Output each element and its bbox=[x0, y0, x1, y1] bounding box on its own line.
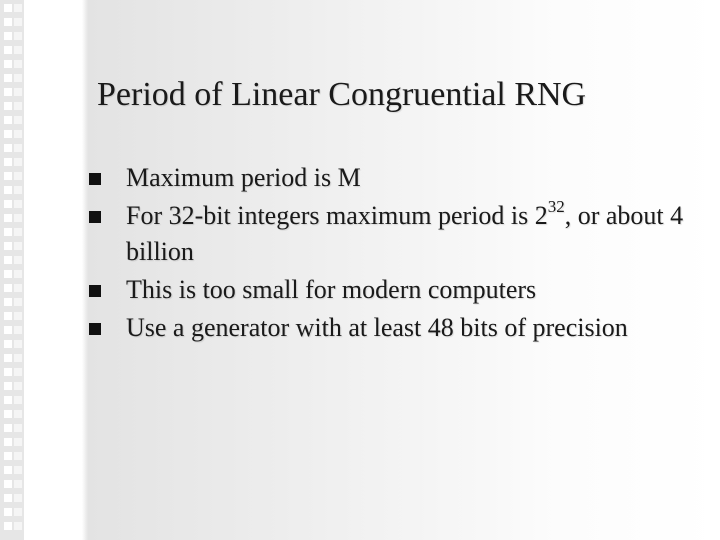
decorative-square bbox=[4, 172, 12, 180]
decorative-square bbox=[14, 410, 22, 418]
decorative-square bbox=[4, 88, 12, 96]
square-bullet-icon bbox=[89, 323, 101, 335]
decorative-square bbox=[4, 382, 12, 390]
decorative-square bbox=[14, 466, 22, 474]
decorative-square bbox=[14, 522, 22, 530]
decorative-square bbox=[14, 508, 22, 516]
decorative-square bbox=[14, 102, 22, 110]
decorative-square bbox=[14, 214, 22, 222]
bullet-item bbox=[86, 310, 686, 346]
decorative-square bbox=[14, 312, 22, 320]
decorative-square bbox=[14, 74, 22, 82]
decorative-square bbox=[14, 382, 22, 390]
decorative-square bbox=[14, 256, 22, 264]
decorative-square bbox=[14, 172, 22, 180]
decorative-square bbox=[4, 18, 12, 26]
decorative-square bbox=[14, 200, 22, 208]
decorative-square bbox=[4, 522, 12, 530]
decorative-square bbox=[4, 368, 12, 376]
decorative-square bbox=[4, 424, 12, 432]
decorative-square bbox=[4, 144, 12, 152]
bullet-item bbox=[86, 272, 686, 308]
decorative-square bbox=[14, 18, 22, 26]
decorative-square bbox=[14, 32, 22, 40]
bullet-text: For 32-bit integers maximum period is 2 bbox=[126, 201, 548, 230]
decorative-square bbox=[14, 144, 22, 152]
decorative-square bbox=[4, 102, 12, 110]
decorative-square bbox=[14, 284, 22, 292]
decorative-square bbox=[14, 354, 22, 362]
decorative-square bbox=[4, 74, 12, 82]
bullet-text-continued: , or about 4 billion bbox=[126, 201, 684, 266]
decorative-edge-strip bbox=[0, 0, 24, 540]
decorative-square bbox=[14, 438, 22, 446]
decorative-square bbox=[4, 508, 12, 516]
decorative-square bbox=[4, 60, 12, 68]
decorative-square bbox=[4, 186, 12, 194]
decorative-square bbox=[14, 452, 22, 460]
decorative-square bbox=[4, 396, 12, 404]
decorative-square bbox=[14, 340, 22, 348]
decorative-square bbox=[4, 32, 12, 40]
decorative-square bbox=[14, 228, 22, 236]
bullet-item bbox=[86, 160, 686, 196]
decorative-square bbox=[4, 340, 12, 348]
decorative-square bbox=[4, 228, 12, 236]
decorative-square bbox=[14, 242, 22, 250]
decorative-square bbox=[4, 4, 12, 12]
decorative-square bbox=[4, 466, 12, 474]
bullet-text: Maximum period is M bbox=[126, 163, 361, 192]
decorative-square bbox=[4, 452, 12, 460]
bullet-list bbox=[86, 160, 686, 348]
decorative-square bbox=[14, 186, 22, 194]
decorative-square bbox=[4, 46, 12, 54]
bullet-superscript: 32 bbox=[547, 197, 565, 217]
decorative-square bbox=[14, 298, 22, 306]
decorative-square bbox=[4, 214, 12, 222]
decorative-square bbox=[14, 368, 22, 376]
decorative-square bbox=[4, 480, 12, 488]
decorative-square bbox=[4, 354, 12, 362]
slide-title: Period of Linear Congruential RNG bbox=[97, 76, 587, 113]
decorative-square bbox=[4, 494, 12, 502]
decorative-square bbox=[4, 256, 12, 264]
decorative-square bbox=[4, 438, 12, 446]
decorative-square bbox=[14, 326, 22, 334]
decorative-square bbox=[14, 158, 22, 166]
decorative-square bbox=[4, 116, 12, 124]
decorative-square bbox=[14, 270, 22, 278]
decorative-square bbox=[14, 130, 22, 138]
decorative-square bbox=[14, 424, 22, 432]
decorative-square bbox=[4, 298, 12, 306]
decorative-square bbox=[4, 242, 12, 250]
square-bullet-icon bbox=[89, 173, 101, 185]
decorative-square bbox=[4, 158, 12, 166]
decorative-square bbox=[14, 60, 22, 68]
decorative-square bbox=[4, 326, 12, 334]
decorative-square bbox=[4, 130, 12, 138]
decorative-square bbox=[4, 410, 12, 418]
decorative-square bbox=[14, 116, 22, 124]
bullet-item bbox=[86, 198, 686, 270]
square-bullet-icon bbox=[89, 285, 101, 297]
bullet-text: This is too small for modern computers bbox=[126, 275, 537, 304]
decorative-square bbox=[14, 4, 22, 12]
decorative-square bbox=[4, 284, 12, 292]
square-bullet-icon bbox=[89, 211, 101, 223]
decorative-square bbox=[4, 270, 12, 278]
decorative-square bbox=[14, 88, 22, 96]
decorative-square bbox=[14, 396, 22, 404]
decorative-square bbox=[4, 312, 12, 320]
bullet-text: Use a generator with at least 48 bits of precision bbox=[126, 313, 628, 342]
decorative-square bbox=[14, 494, 22, 502]
decorative-square bbox=[14, 480, 22, 488]
decorative-square bbox=[4, 200, 12, 208]
decorative-square bbox=[14, 46, 22, 54]
